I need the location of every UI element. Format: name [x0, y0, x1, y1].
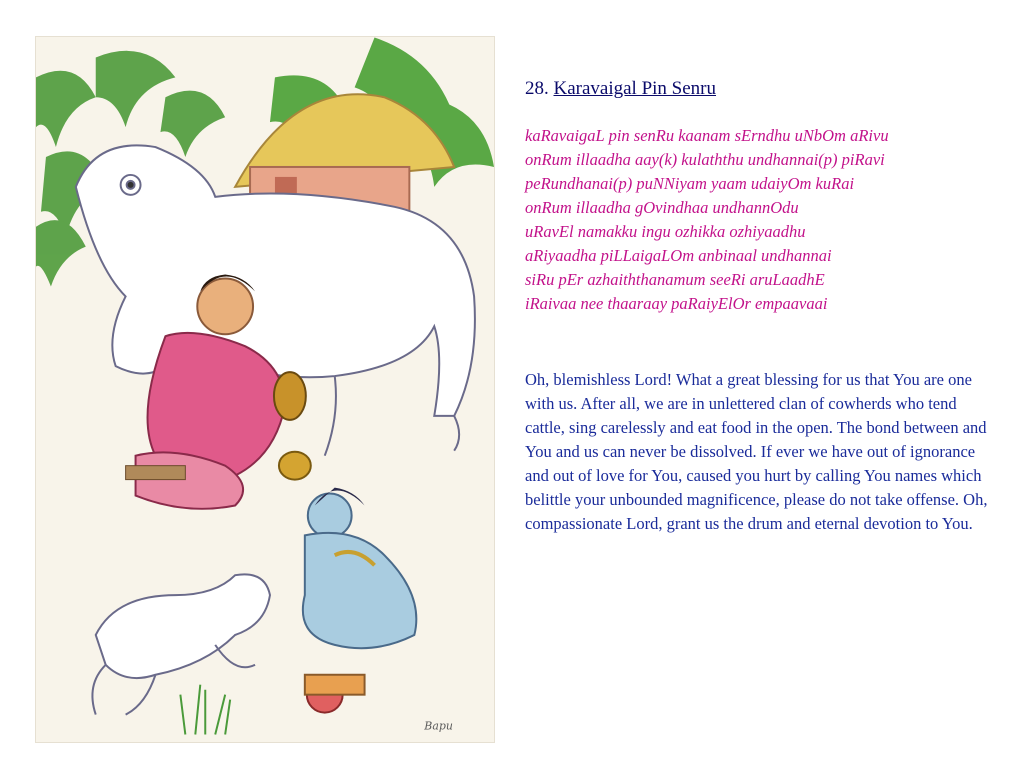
verse-line: aRiyaadha piLLaigaLOm anbinaal undhannai	[525, 246, 832, 265]
pasuram-number: 28.	[525, 78, 549, 99]
verse-line: onRum illaadha aay(k) kulaththu undhannai(p) piRavi	[525, 150, 885, 169]
krishna-painting-image	[35, 36, 495, 743]
verse-line: onRum illaadha gOvindhaa undhannOdu	[525, 198, 799, 217]
poem-text-column	[525, 76, 995, 536]
pasuram-heading	[525, 76, 995, 102]
pasuram-title-link[interactable]: Karavaigal Pin Senru	[553, 78, 717, 99]
translation-paragraph: Oh, blemishless Lord! What a great blessing for us that You are one with us. After all, we are in unlettered clan of cowherds who tend cattle, sing carelessly and eat food in the open. The bond between and You and us can never be dissolved. If ever we have out of ignorance and out of love for You, caused you hurt by calling You names which belittle your unbounded magnificence, please do not take offense. Oh, compassionate Lord, grant us the drum and eternal devotion to You.	[525, 370, 988, 533]
painting-signature: Bapu	[424, 719, 453, 733]
verse-line: uRavEl namakku ingu ozhikka ozhiyaadhu	[525, 222, 806, 241]
verse-line: kaRavaigaL pin senRu kaanam sErndhu uNbOm aRivu	[525, 126, 889, 145]
verse-line: peRundhanai(p) puNNiyam yaam udaiyOm kuRai	[525, 174, 855, 193]
verse-line: iRaivaa nee thaaraay paRaiyElOr empaavaai	[525, 294, 828, 313]
verse-block	[525, 124, 995, 316]
verse-line: siRu pEr azhaiththanamum seeRi aruLaadhE	[525, 270, 825, 289]
